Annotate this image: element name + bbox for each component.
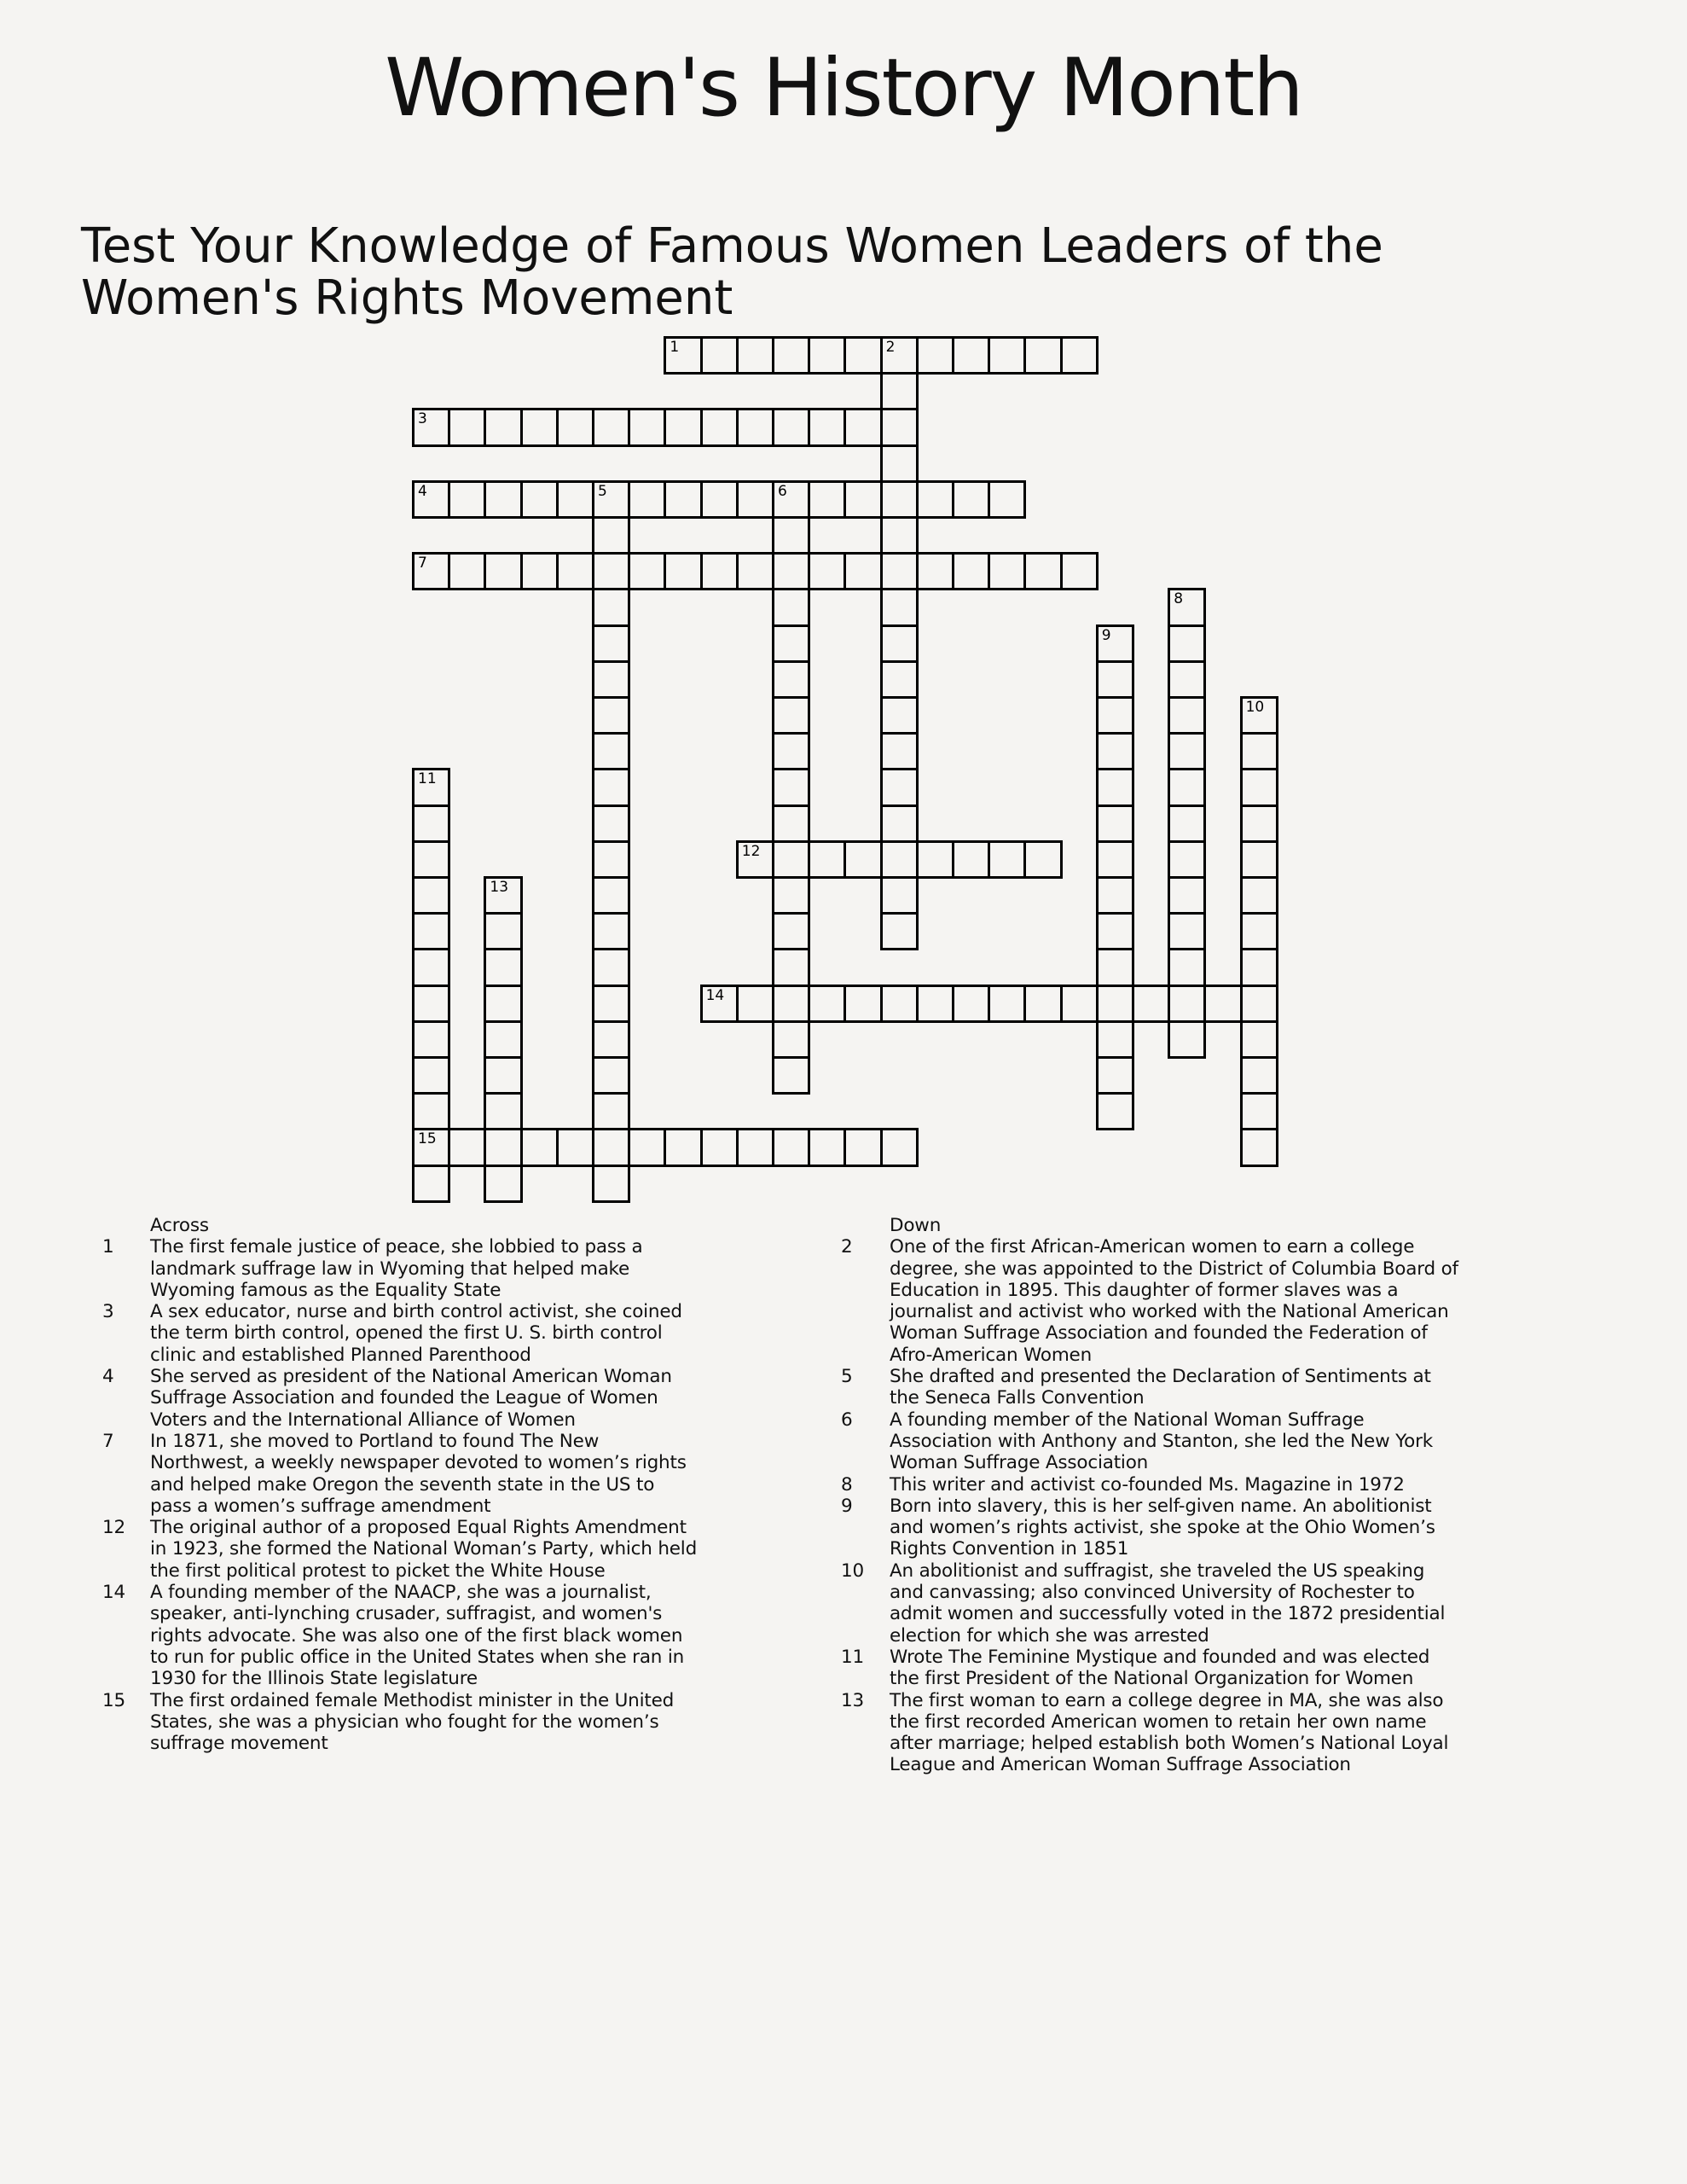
grid-cell[interactable] (592, 912, 630, 950)
grid-cell[interactable] (1168, 876, 1206, 915)
grid-cell[interactable] (556, 480, 594, 519)
grid-cell[interactable] (412, 1020, 450, 1059)
grid-cell[interactable] (1096, 660, 1134, 699)
grid-cell[interactable] (736, 480, 774, 519)
grid-cell[interactable] (1240, 912, 1278, 950)
grid-cell[interactable] (808, 985, 846, 1023)
grid-cell[interactable] (1060, 336, 1099, 375)
grid-cell[interactable] (412, 948, 450, 986)
down-header-row (841, 1215, 1460, 1236)
grid-cell[interactable] (664, 480, 702, 519)
clue-item-down-2 (841, 1236, 1460, 1366)
grid-cell[interactable] (772, 660, 810, 699)
clue-text: She served as president of the National American Woman Suffrage Association and founded the League of Women Voters and the International Alliance of Women (150, 1366, 672, 1431)
grid-cell[interactable] (1168, 768, 1206, 806)
grid-cell[interactable] (736, 336, 774, 375)
grid-cell[interactable] (484, 552, 522, 590)
grid-cell[interactable] (772, 876, 810, 915)
clue-text: An abolitionist and suffragist, she traveled the US speaking and canvassing; also convinced University of Rochester to admit women and successfully voted in the 1872 presidential election for which she was arrested (890, 1560, 1446, 1647)
grid-cell[interactable] (592, 1165, 630, 1203)
grid-cell[interactable] (1096, 876, 1134, 915)
clue-number: 4 (102, 1366, 114, 1388)
grid-cell-number: 15 (418, 1130, 437, 1148)
grid-cell[interactable] (916, 480, 954, 519)
grid-cell[interactable] (1060, 552, 1099, 590)
clue-text: This writer and activist co-founded Ms. Magazine in 1972 (890, 1473, 1405, 1496)
grid-cell[interactable] (628, 552, 666, 590)
grid-cell[interactable] (592, 552, 630, 590)
grid-cell[interactable] (1096, 985, 1134, 1023)
grid-cell[interactable] (1168, 696, 1206, 735)
clue-number: 13 (841, 1689, 864, 1711)
clue-item-across-4 (102, 1366, 699, 1431)
grid-cell[interactable] (880, 516, 919, 555)
clue-item-down-10 (841, 1560, 1460, 1647)
clue-item-down-11 (841, 1647, 1460, 1690)
grid-cell[interactable] (952, 840, 990, 879)
clue-number: 7 (102, 1430, 114, 1452)
clue-number: 3 (102, 1301, 114, 1323)
clue-text: In 1871, she moved to Portland to found The New Northwest, a weekly newspaper devoted to women’s rights and helped make Oregon the seventh state in the US to pass a women’s suffrage amendment (150, 1430, 687, 1517)
grid-cell[interactable] (772, 1128, 810, 1166)
grid-cell[interactable] (772, 732, 810, 770)
grid-cell[interactable] (592, 804, 630, 843)
grid-cell[interactable] (736, 408, 774, 446)
grid-cell-number: 11 (418, 770, 437, 788)
grid-cell[interactable] (772, 912, 810, 950)
clue-number: 12 (102, 1517, 125, 1539)
grid-cell[interactable] (880, 480, 919, 519)
grid-cell[interactable] (592, 516, 630, 555)
grid-cell[interactable] (772, 985, 810, 1023)
grid-cell[interactable] (1168, 624, 1206, 663)
grid-cell[interactable] (412, 840, 450, 879)
grid-cell[interactable] (484, 1020, 522, 1059)
clue-item-down-13 (841, 1690, 1460, 1776)
clue-item-down-6 (841, 1409, 1460, 1474)
clue-item-down-8 (841, 1474, 1460, 1496)
grid-cell[interactable] (1240, 840, 1278, 879)
grid-cell[interactable] (772, 1020, 810, 1059)
grid-cell[interactable] (880, 408, 919, 446)
grid-cell[interactable] (880, 552, 919, 590)
grid-cell[interactable] (592, 1020, 630, 1059)
grid-cell[interactable] (484, 1092, 522, 1130)
grid-cell[interactable] (844, 408, 882, 446)
grid-cell[interactable] (1096, 804, 1134, 843)
grid-cell[interactable] (1240, 1092, 1278, 1130)
grid-cell[interactable] (1096, 840, 1134, 879)
grid-cell[interactable] (988, 985, 1026, 1023)
grid-cell[interactable] (1240, 876, 1278, 915)
grid-cell[interactable] (772, 768, 810, 806)
grid-cell[interactable] (1096, 768, 1134, 806)
grid-cell[interactable] (952, 985, 990, 1023)
clue-number: 6 (841, 1409, 853, 1431)
grid-cell[interactable] (880, 840, 919, 879)
grid-cell[interactable] (412, 912, 450, 950)
grid-cell[interactable] (844, 336, 882, 375)
grid-cell[interactable] (592, 660, 630, 699)
grid-cell[interactable] (736, 1128, 774, 1166)
grid-cell[interactable] (880, 588, 919, 626)
grid-cell[interactable] (952, 336, 990, 375)
grid-cell[interactable] (484, 985, 522, 1023)
grid-cell[interactable] (844, 480, 882, 519)
grid-cell[interactable] (1240, 732, 1278, 770)
grid-cell[interactable] (484, 480, 522, 519)
grid-cell[interactable] (628, 480, 666, 519)
clue-text: The original author of a proposed Equal Rights Amendment in 1923, she formed the National Woman’s Party, which held the first political protest to picket the White House (150, 1517, 698, 1582)
grid-cell[interactable] (592, 876, 630, 915)
clue-number: 14 (102, 1582, 125, 1604)
grid-cell[interactable] (880, 696, 919, 735)
grid-cell[interactable] (880, 444, 919, 483)
grid-cell[interactable] (844, 552, 882, 590)
grid-cell-number: 4 (418, 482, 427, 500)
grid-cell[interactable] (1060, 985, 1099, 1023)
grid-cell[interactable] (916, 985, 954, 1023)
clue-number: 8 (841, 1473, 853, 1496)
clue-item-across-3 (102, 1301, 699, 1366)
grid-cell[interactable] (772, 948, 810, 986)
grid-cell[interactable] (484, 408, 522, 446)
page-title: Women's History Month (385, 42, 1302, 135)
grid-cell[interactable] (916, 552, 954, 590)
page-subtitle: Test Your Knowledge of Famous Women Leaders of the Women's Rights Movement (81, 218, 1383, 326)
grid-cell[interactable] (880, 732, 919, 770)
grid-cell[interactable] (988, 336, 1026, 375)
grid-cell[interactable] (808, 336, 846, 375)
grid-cell[interactable] (1096, 948, 1134, 986)
grid-cell[interactable] (1168, 1020, 1206, 1059)
grid-cell[interactable] (412, 1092, 450, 1130)
clue-number: 2 (841, 1236, 853, 1258)
clue-text: A founding member of the National Woman Suffrage Association with Anthony and Stanton, she led the New York Woman Suffrage Association (890, 1409, 1434, 1474)
grid-cell[interactable] (664, 408, 702, 446)
grid-cell[interactable] (844, 985, 882, 1023)
grid-cell[interactable] (772, 840, 810, 879)
grid-cell[interactable] (700, 1128, 739, 1166)
grid-cell[interactable] (772, 516, 810, 555)
grid-cell[interactable] (592, 696, 630, 735)
grid-cell[interactable] (1132, 985, 1170, 1023)
grid-cell[interactable] (772, 624, 810, 663)
grid-cell[interactable] (952, 480, 990, 519)
grid-cell[interactable] (808, 552, 846, 590)
grid-cell[interactable] (1240, 1020, 1278, 1059)
grid-cell[interactable] (448, 408, 486, 446)
grid-cell[interactable] (1168, 912, 1206, 950)
grid-cell[interactable] (1168, 948, 1206, 986)
grid-cell[interactable] (592, 1056, 630, 1095)
grid-cell[interactable] (772, 696, 810, 735)
grid-cell[interactable] (592, 732, 630, 770)
grid-cell[interactable] (880, 1128, 919, 1166)
grid-cell[interactable] (772, 588, 810, 626)
grid-cell[interactable] (880, 624, 919, 663)
grid-cell[interactable] (1023, 985, 1062, 1023)
clue-item-across-7 (102, 1431, 699, 1517)
grid-cell-number: 8 (1174, 590, 1184, 608)
grid-cell[interactable] (844, 1128, 882, 1166)
grid-cell[interactable] (1168, 804, 1206, 843)
clue-item-down-9 (841, 1496, 1460, 1560)
grid-cell[interactable] (556, 552, 594, 590)
grid-cell[interactable] (844, 840, 882, 879)
clue-number: 9 (841, 1495, 853, 1517)
grid-cell[interactable] (916, 840, 954, 879)
grid-cell[interactable] (772, 408, 810, 446)
grid-cell[interactable] (1240, 948, 1278, 986)
grid-cell[interactable] (808, 840, 846, 879)
grid-cell[interactable] (484, 912, 522, 950)
clue-text: Wrote The Feminine Mystique and founded and was elected the first President of the National Organization for Women (890, 1646, 1430, 1690)
grid-cell[interactable] (1168, 840, 1206, 879)
grid-cell[interactable] (916, 336, 954, 375)
grid-cell[interactable] (520, 552, 559, 590)
grid-cell[interactable] (412, 876, 450, 915)
grid-cell[interactable] (628, 408, 666, 446)
clue-text: The first ordained female Methodist minister in the United States, she was a physician who fought for the women’s suffrage movement (150, 1689, 675, 1755)
across-clues-column (102, 1215, 699, 1754)
grid-cell[interactable] (880, 985, 919, 1023)
clue-number: 11 (841, 1646, 864, 1668)
clue-text: One of the first African-American women to earn a college degree, she was appointed to the District of Columbia Board of Education in 1895. This daughter of former slaves was a journalist and activist who worked with the National American Woman Suffrage Association and founded the Federation of Afro-American Women (890, 1236, 1458, 1366)
grid-cell[interactable] (484, 1165, 522, 1203)
grid-cell[interactable] (448, 480, 486, 519)
grid-cell[interactable] (1240, 985, 1278, 1023)
grid-cell[interactable] (880, 660, 919, 699)
grid-cell[interactable] (1023, 336, 1062, 375)
grid-cell[interactable] (1168, 985, 1206, 1023)
grid-cell[interactable] (772, 552, 810, 590)
grid-cell-number: 10 (1245, 699, 1265, 716)
grid-cell[interactable] (1096, 1056, 1134, 1095)
grid-cell[interactable] (556, 408, 594, 446)
down-clues-column (841, 1215, 1460, 1776)
grid-cell[interactable] (592, 1092, 630, 1130)
grid-cell[interactable] (1096, 912, 1134, 950)
grid-cell[interactable] (772, 804, 810, 843)
grid-cell[interactable] (520, 408, 559, 446)
clue-number: 5 (841, 1366, 853, 1388)
clue-text: She drafted and presented the Declaration of Sentiments at the Seneca Falls Convention (890, 1366, 1431, 1409)
clue-text: A founding member of the NAACP, she was a journalist, speaker, anti-lynching crusader, suffragist, and women's rights advocate. She was also one of the first black women to run for public office in the United States when she ran in 1930 for the Illinois State legislature (150, 1582, 685, 1690)
grid-cell[interactable] (520, 1128, 559, 1166)
grid-cell[interactable] (880, 912, 919, 950)
grid-cell[interactable] (628, 1128, 666, 1166)
grid-cell-number: 2 (885, 339, 896, 356)
grid-cell[interactable] (592, 948, 630, 986)
grid-cell[interactable] (700, 480, 739, 519)
crossword-grid (412, 336, 1278, 1203)
clue-number: 15 (102, 1689, 125, 1711)
grid-cell[interactable] (592, 588, 630, 626)
clue-text: Born into slavery, this is her self-given name. An abolitionist and women’s rights activist, she spoke at the Ohio Women’s Rights Convention in 1851 (890, 1495, 1435, 1560)
grid-cell[interactable] (700, 552, 739, 590)
grid-cell[interactable] (412, 1056, 450, 1095)
grid-cell[interactable] (412, 985, 450, 1023)
grid-cell[interactable] (448, 552, 486, 590)
grid-cell[interactable] (1240, 804, 1278, 843)
across-header-label: Across (150, 1215, 209, 1236)
grid-cell[interactable] (592, 840, 630, 879)
grid-cell[interactable] (1096, 696, 1134, 735)
clue-number: 10 (841, 1560, 864, 1582)
grid-cell[interactable] (556, 1128, 594, 1166)
grid-cell[interactable] (1240, 1056, 1278, 1095)
grid-cell[interactable] (664, 552, 702, 590)
grid-cell-number: 6 (778, 482, 787, 500)
grid-cell-number: 3 (418, 410, 427, 428)
down-header-label: Down (890, 1215, 942, 1236)
grid-cell[interactable] (1240, 768, 1278, 806)
clue-text: The first female justice of peace, she lobbied to pass a landmark suffrage law in Wyoming that helped make Wyoming famous as the Equality State (150, 1236, 643, 1301)
grid-cell-number: 12 (741, 842, 761, 860)
grid-cell[interactable] (1096, 1092, 1134, 1130)
clue-text: A sex educator, nurse and birth control activist, she coined the term birth control, opened the first U. S. birth control clinic and established Planned Parenthood (150, 1301, 682, 1366)
clue-item-down-5 (841, 1366, 1460, 1409)
grid-cell[interactable] (1168, 732, 1206, 770)
grid-cell[interactable] (484, 948, 522, 986)
grid-cell-number: 9 (1101, 626, 1111, 644)
grid-cell[interactable] (412, 804, 450, 843)
grid-cell[interactable] (1023, 552, 1062, 590)
grid-cell-number: 13 (490, 879, 509, 896)
across-header-row (102, 1215, 699, 1236)
grid-cell[interactable] (988, 840, 1026, 879)
grid-cell[interactable] (592, 985, 630, 1023)
clue-item-across-12 (102, 1517, 699, 1582)
clue-item-across-14 (102, 1582, 699, 1689)
grid-cell[interactable] (1096, 732, 1134, 770)
clue-item-across-1 (102, 1236, 699, 1301)
grid-cell[interactable] (700, 336, 739, 375)
grid-cell[interactable] (1168, 660, 1206, 699)
grid-cell[interactable] (484, 1128, 522, 1166)
clue-item-across-15 (102, 1690, 699, 1755)
grid-cell[interactable] (700, 408, 739, 446)
grid-cell[interactable] (808, 1128, 846, 1166)
clue-number: 1 (102, 1236, 114, 1258)
grid-cell[interactable] (988, 480, 1026, 519)
grid-cell-number: 7 (418, 555, 427, 572)
grid-cell[interactable] (736, 985, 774, 1023)
grid-cell-number: 14 (705, 986, 725, 1004)
grid-cell[interactable] (880, 768, 919, 806)
grid-cell[interactable] (772, 336, 810, 375)
grid-cell[interactable] (736, 552, 774, 590)
grid-cell-number: 5 (598, 482, 607, 500)
grid-cell[interactable] (880, 876, 919, 915)
grid-cell[interactable] (808, 480, 846, 519)
grid-cell-number: 1 (670, 339, 680, 356)
grid-cell[interactable] (484, 1056, 522, 1095)
grid-cell[interactable] (412, 1165, 450, 1203)
grid-cell[interactable] (808, 408, 846, 446)
grid-cell[interactable] (592, 624, 630, 663)
grid-cell[interactable] (664, 1128, 702, 1166)
grid-cell[interactable] (1203, 985, 1242, 1023)
clue-text: The first woman to earn a college degree in MA, she was also the first recorded American women to retain her own name after marriage; helped establish both Women’s National Loyal League and American Woman Suffrage Association (890, 1689, 1449, 1776)
grid-cell[interactable] (592, 408, 630, 446)
grid-cell[interactable] (592, 1128, 630, 1166)
grid-cell[interactable] (952, 552, 990, 590)
grid-cell[interactable] (520, 480, 559, 519)
grid-cell[interactable] (880, 372, 919, 410)
grid-cell[interactable] (880, 804, 919, 843)
grid-cell[interactable] (448, 1128, 486, 1166)
grid-cell[interactable] (988, 552, 1026, 590)
grid-cell[interactable] (592, 768, 630, 806)
grid-cell[interactable] (1240, 1128, 1278, 1166)
grid-cell[interactable] (1023, 840, 1062, 879)
grid-cell[interactable] (772, 1056, 810, 1095)
grid-cell[interactable] (1096, 1020, 1134, 1059)
